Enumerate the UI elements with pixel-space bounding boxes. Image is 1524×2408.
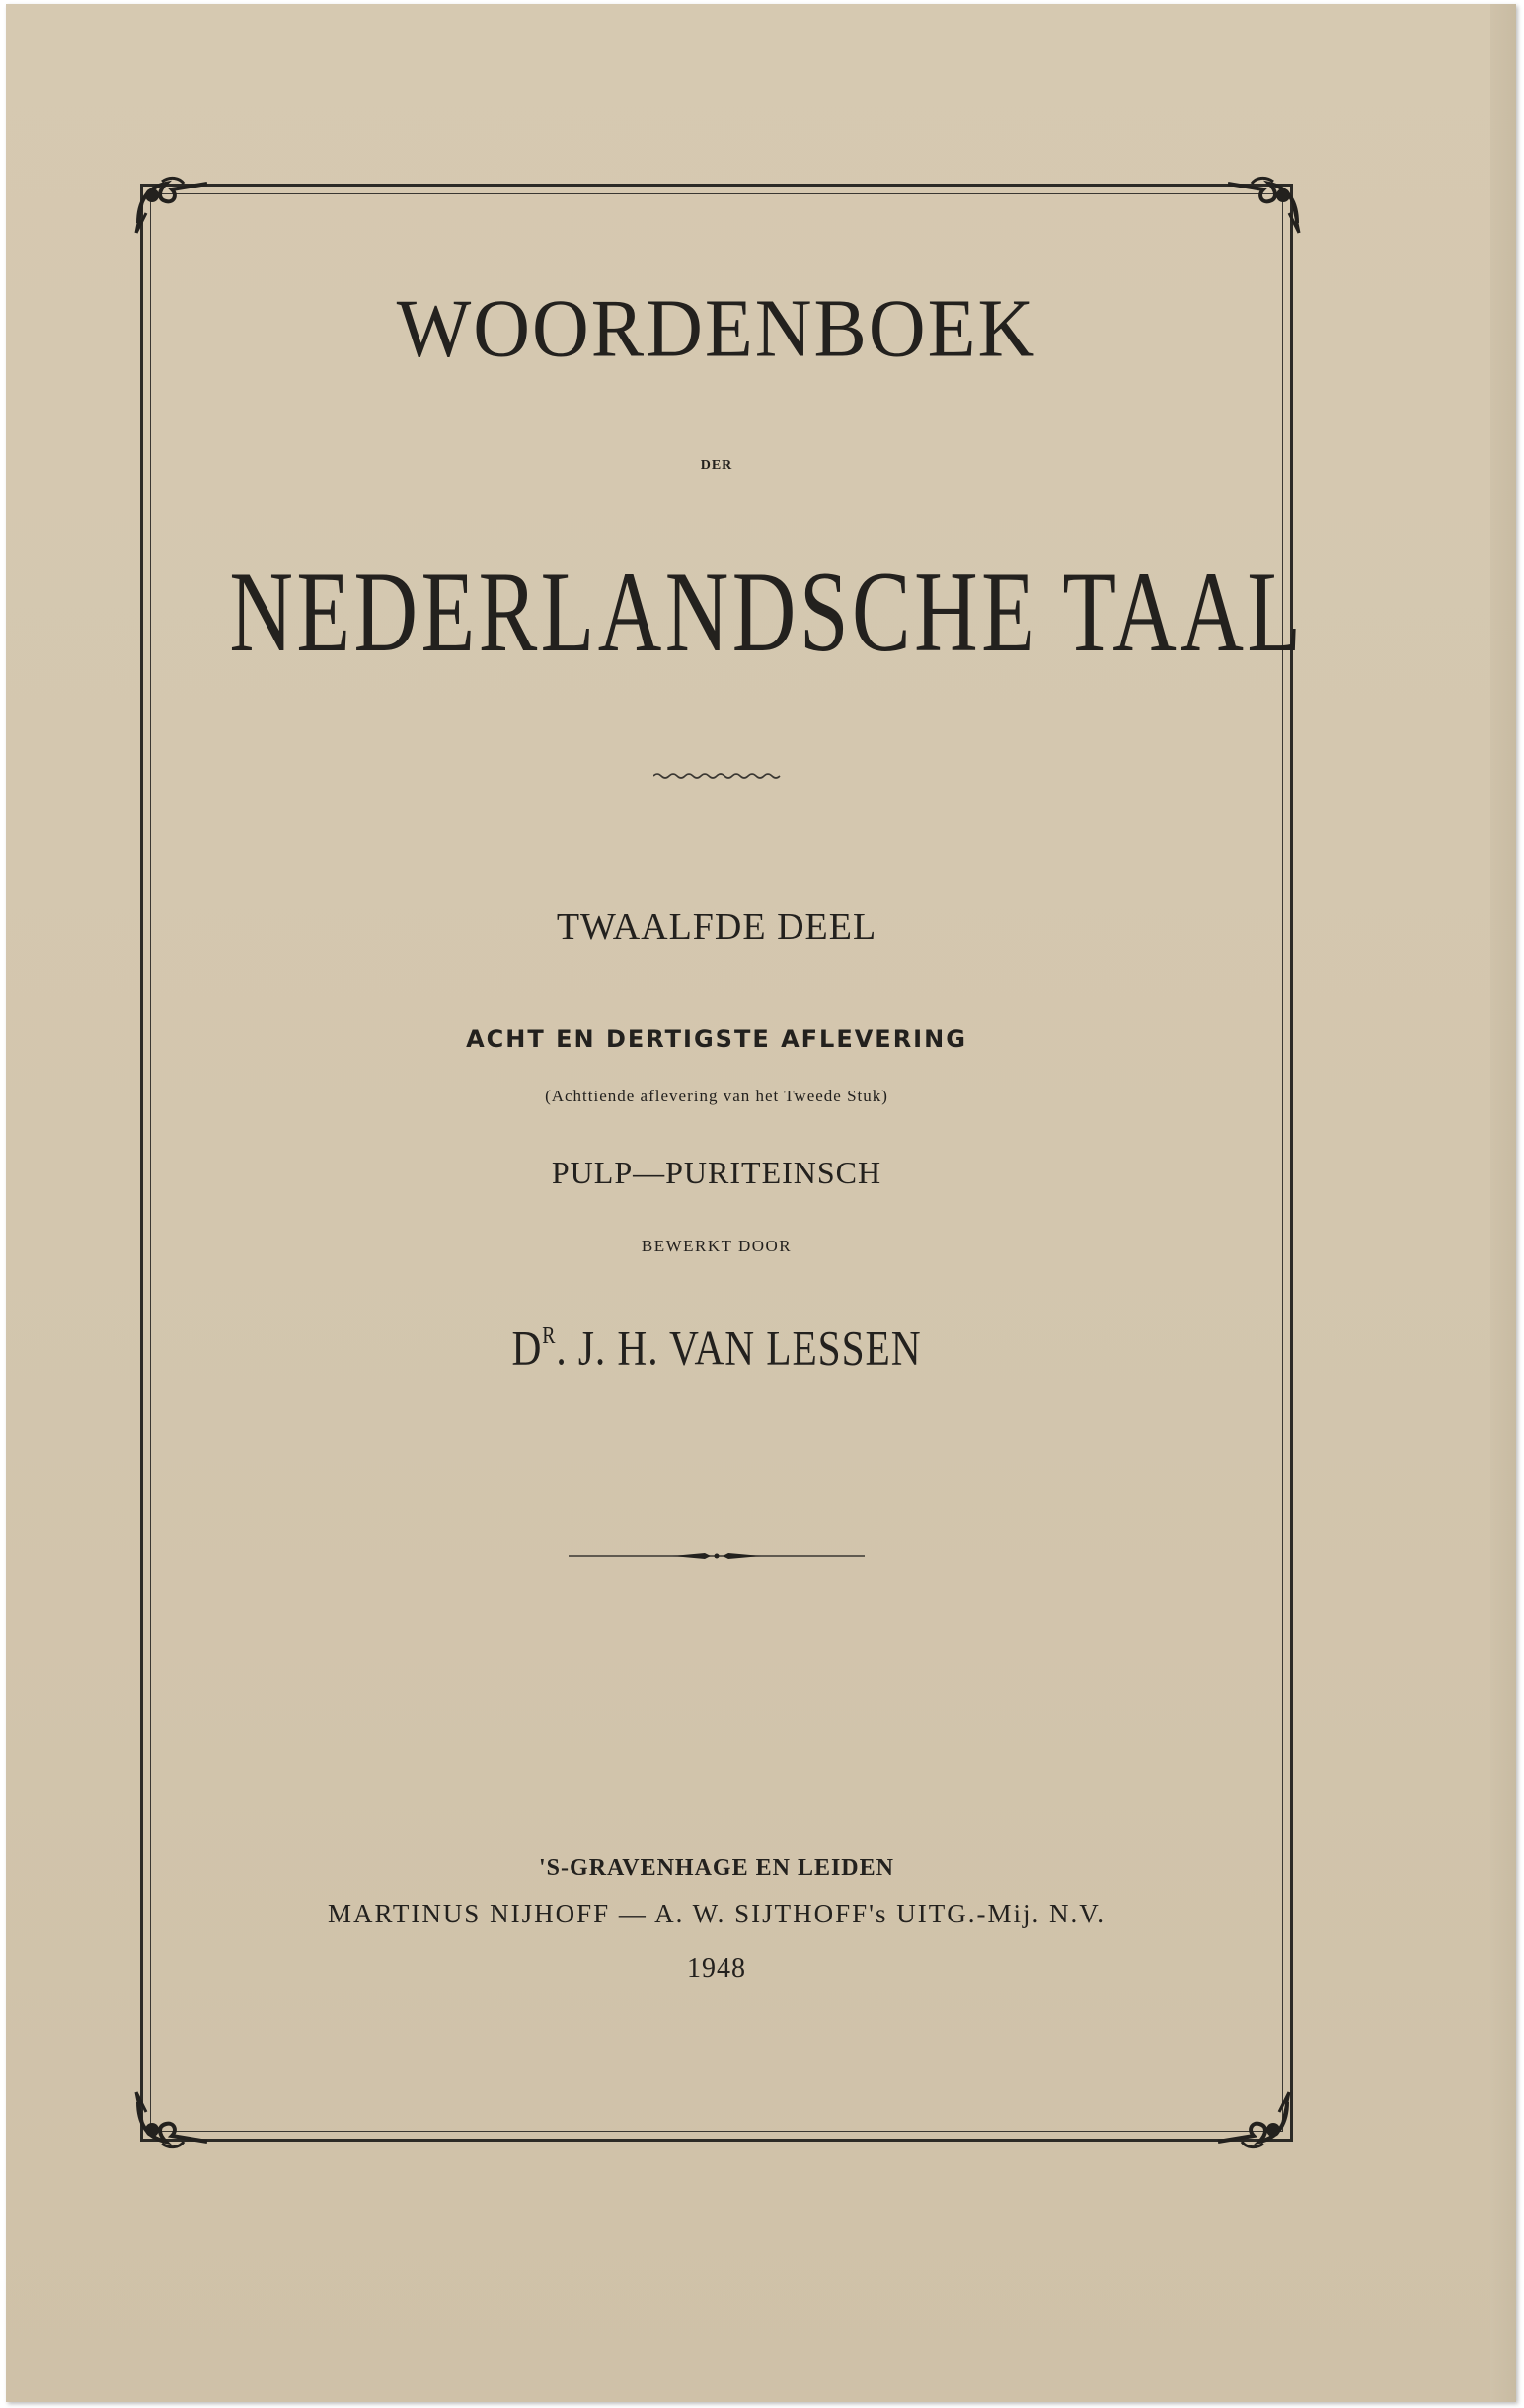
- edited-by-label: BEWERKT DOOR: [641, 1237, 793, 1255]
- book-title: WOORDENBOEK: [396, 282, 1037, 375]
- corner-ornament-bottom-right-icon: [1214, 2090, 1293, 2151]
- corner-ornament-top-left-icon: [132, 174, 211, 235]
- book-subject: NEDERLANDSCHE TAAL: [229, 549, 1305, 676]
- publication-place: 'S-GRAVENHAGE EN LEIDEN: [539, 1855, 894, 1881]
- arrow-rule-ornament-icon: [569, 1549, 865, 1563]
- entry-range: PULP—PURITEINSCH: [551, 1155, 882, 1190]
- author-full-name: . J. H. VAN LESSEN: [556, 1320, 922, 1376]
- volume-label: TWAALFDE DEEL: [556, 906, 877, 947]
- cover-edge: [1490, 4, 1516, 2402]
- corner-ornament-top-right-icon: [1224, 174, 1303, 235]
- title-connector: DER: [700, 458, 733, 473]
- publication-year: 1948: [687, 1953, 746, 1984]
- publisher-line: MARTINUS NIJHOFF — A. W. SIJTHOFF's UITG.-Mij. N.V.: [327, 1899, 1106, 1928]
- author-name: [206, 1306, 1226, 1378]
- installment-note: (Achttiende aflevering van het Tweede Stuk): [545, 1087, 888, 1105]
- wavy-divider-icon: [653, 770, 782, 782]
- corner-ornament-bottom-left-icon: [132, 2090, 211, 2151]
- author-prefix: D: [511, 1320, 543, 1376]
- installment-label: ACHT EN DERTIGSTE AFLEVERING: [466, 1025, 967, 1053]
- author-prefix-superscript: R: [542, 1321, 557, 1349]
